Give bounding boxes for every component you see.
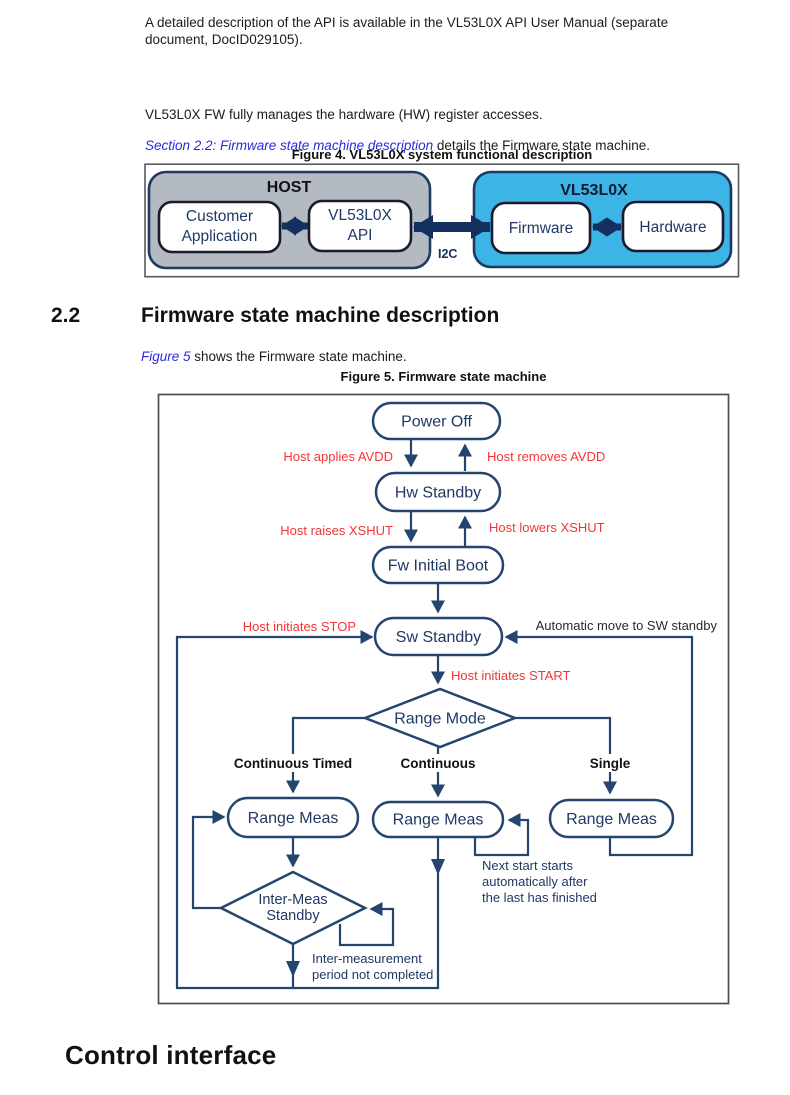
label-fw-initial-boot: Fw Initial Boot	[387, 557, 489, 575]
intro-paragraph-line1: A detailed description of the API is available in the VL53L0X API User Manual (separate	[145, 15, 669, 30]
label-range-meas-timed: Range Meas	[247, 810, 339, 827]
label-auto-move-sw-standby: Automatic move to SW standby	[535, 618, 717, 633]
label-hw-standby: Hw Standby	[394, 484, 482, 502]
label-power-off: Power Off	[401, 413, 472, 431]
api-label-line1: VL53L0X	[328, 207, 392, 224]
section-ref-rest: details the Firmware state machine.	[433, 138, 650, 153]
label-host-removes-avdd: Host removes AVDD	[487, 449, 606, 464]
label-host-initiates-start: Host initiates START	[451, 668, 571, 683]
label-sw-standby: Sw Standby	[395, 629, 482, 646]
label-host-applies-avdd: Host applies AVDD	[283, 449, 393, 464]
intro-paragraph	[145, 14, 745, 48]
section-title: Firmware state machine description	[141, 304, 500, 327]
label-range-meas-continuous: Range Meas	[392, 811, 484, 829]
hardware-label: Hardware	[639, 219, 707, 236]
label-host-initiates-stop: Host initiates STOP	[242, 619, 356, 634]
figure5-caption: Figure 5. Firmware state machine	[340, 369, 547, 384]
vl53l0x-zone-label: VL53L0X	[560, 182, 628, 199]
figure5-link[interactable]: Figure 5	[141, 349, 191, 364]
host-zone-label: HOST	[266, 179, 312, 196]
note-next-start-line1: Next start starts	[482, 858, 574, 873]
note-inter-meas-line2: period not completed	[312, 967, 434, 982]
api-label-line2: API	[347, 227, 373, 244]
figure4-caption: Figure 4. VL53L0X system functional description	[291, 147, 593, 162]
fw-paragraph: VL53L0X FW fully manages the hardware (HW) register accesses.	[145, 107, 543, 122]
label-range-meas-single: Range Meas	[566, 811, 657, 828]
customer-application-label-line2: Application	[181, 228, 258, 245]
firmware-label: Firmware	[508, 220, 574, 237]
note-next-start-line3: the last has finished	[482, 890, 597, 905]
label-branch-single: Single	[589, 756, 631, 771]
note-inter-meas-line1: Inter-measurement	[312, 951, 422, 966]
figure5-intro	[141, 348, 641, 365]
section-number: 2.2	[51, 304, 81, 327]
customer-application-label-line1: Customer	[185, 208, 254, 225]
label-host-lowers-xshut: Host lowers XSHUT	[489, 520, 605, 535]
figure5-diagram	[157, 393, 730, 1005]
section-2-2-link[interactable]: Section 2.2: Firmware state machine description	[145, 138, 434, 153]
label-branch-continuous-timed: Continuous Timed	[233, 756, 353, 771]
note-next-start-line2: automatically after	[482, 874, 588, 889]
figure4-diagram	[144, 163, 740, 278]
label-host-raises-xshut: Host raises XSHUT	[280, 523, 393, 538]
intro-paragraph-line2: document, DocID029105).	[145, 32, 303, 47]
control-interface-heading: Control interface	[65, 1040, 277, 1070]
label-inter-meas-line2: Standby	[266, 908, 320, 924]
label-inter-meas-line1: Inter-Meas	[258, 892, 328, 908]
i2c-bus-label: I2C	[438, 247, 458, 261]
label-range-mode: Range Mode	[394, 710, 486, 728]
figure5-intro-rest: shows the Firmware state machine.	[190, 349, 407, 364]
label-branch-continuous: Continuous	[400, 756, 476, 771]
